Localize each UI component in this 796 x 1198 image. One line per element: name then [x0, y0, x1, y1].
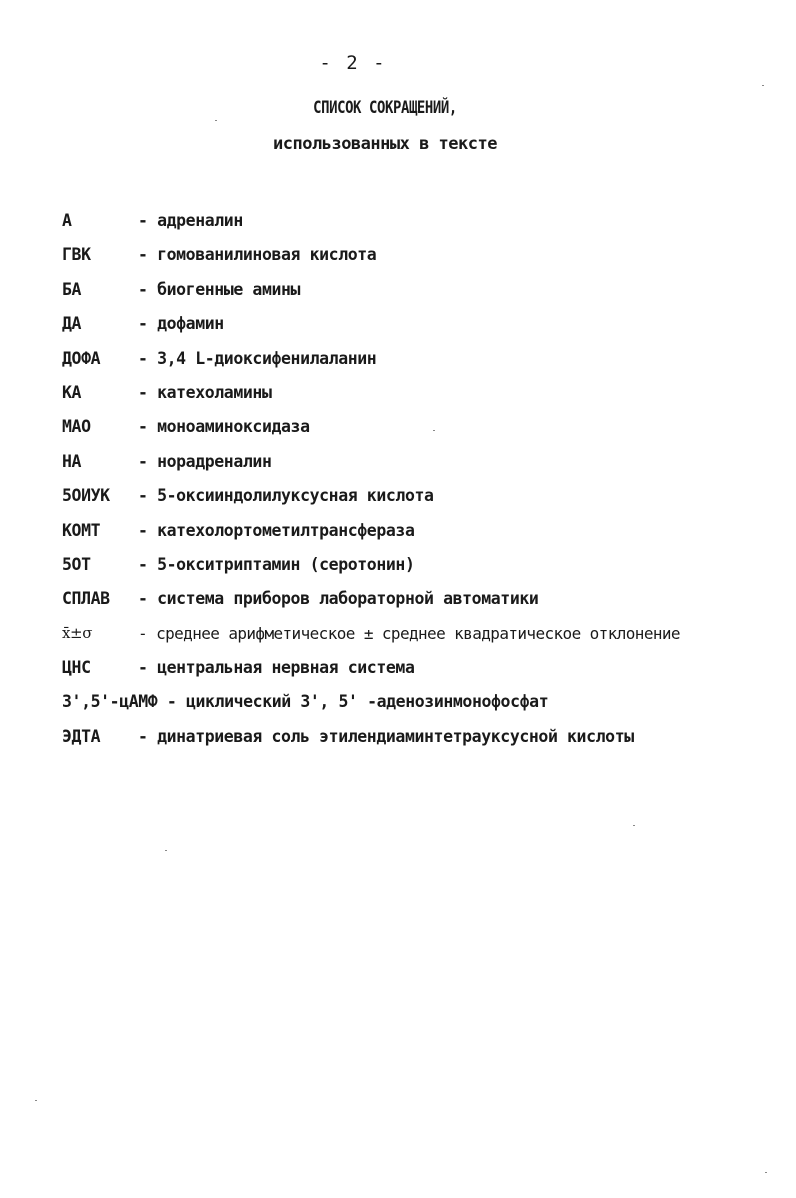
abbreviation-definition: - дофамин [138, 314, 224, 334]
abbreviation-term: МАО [62, 417, 91, 437]
scan-speck [215, 120, 217, 121]
abbreviation-definition: - 3,4 L-диоксифенилаланин [138, 348, 377, 368]
page-subtitle: использованных в тексте [273, 134, 497, 154]
abbreviation-definition: - динатриевая соль этилендиаминтетрауксусной кислоты [138, 726, 634, 746]
abbreviation-term: ЦНС [62, 658, 91, 678]
abbreviation-row [62, 555, 782, 589]
abbreviation-definition: - 5-окситриптамин (серотонин) [138, 554, 415, 574]
abbreviation-term: НА [62, 451, 82, 471]
abbreviation-definition: - 5-оксииндолилуксусная кислота [138, 486, 434, 506]
abbreviation-definition: - система приборов лабораторной автоматики [138, 589, 539, 609]
scan-speck [765, 1172, 767, 1173]
abbreviation-term: ДА [62, 314, 82, 334]
abbreviation-row [62, 727, 782, 761]
abbreviation-row [62, 692, 782, 726]
abbreviation-term: x̄±σ [62, 623, 93, 642]
abbreviation-row [62, 245, 782, 279]
abbreviation-row [62, 624, 782, 658]
abbreviation-term: 5ОИУК [62, 486, 110, 506]
scan-speck [433, 430, 435, 431]
abbreviation-definition: - норадреналин [138, 451, 272, 471]
abbreviation-row [62, 314, 782, 348]
abbreviation-row [62, 349, 782, 383]
abbreviation-term: КА [62, 382, 82, 402]
abbreviation-term: БА [62, 279, 82, 299]
page-title: СПИСОК СОКРАЩЕНИЙ, [313, 98, 457, 118]
abbreviation-row [62, 486, 782, 520]
abbreviation-row [62, 658, 782, 692]
abbreviation-term: ГВК [62, 245, 91, 265]
abbreviation-definition: - среднее арифметическое ± среднее квадратическое отклонение [138, 623, 680, 643]
abbreviation-definition: - центральная нервная система [138, 658, 415, 678]
abbreviation-term: СПЛАВ [62, 589, 110, 609]
scan-speck [633, 825, 635, 826]
abbreviation-row [62, 383, 782, 417]
abbreviation-row [62, 452, 782, 486]
abbreviation-row [62, 521, 782, 555]
scan-speck [762, 85, 764, 86]
abbreviation-definition: - адреналин [138, 211, 243, 230]
abbreviation-definition: - катехоламины [138, 382, 272, 402]
abbreviation-term: 5ОТ [62, 554, 91, 574]
abbreviation-definition: - гомованилиновая кислота [138, 245, 377, 265]
abbreviation-list [62, 211, 782, 761]
abbreviation-term: А [62, 211, 72, 230]
abbreviation-row [62, 211, 782, 245]
abbreviation-row [62, 417, 782, 451]
abbreviation-row [62, 280, 782, 314]
abbreviation-row [62, 589, 782, 623]
abbreviation-definition: - катехолортометилтрансфераза [138, 520, 415, 540]
page-number: - 2 - [319, 52, 387, 74]
abbreviation-definition: - биогенные амины [138, 279, 301, 299]
abbreviation-term: ЭДТА [62, 726, 101, 746]
abbreviation-definition: - моноаминоксидаза [138, 417, 310, 437]
abbreviation-term: 3',5'-цАМФ - циклический 3', 5' -аденозинмонофосфат [62, 692, 549, 712]
scan-speck [165, 850, 167, 851]
scan-speck [35, 1100, 37, 1101]
abbreviation-term: ДОФА [62, 348, 101, 368]
abbreviation-term: КОМТ [62, 520, 101, 540]
